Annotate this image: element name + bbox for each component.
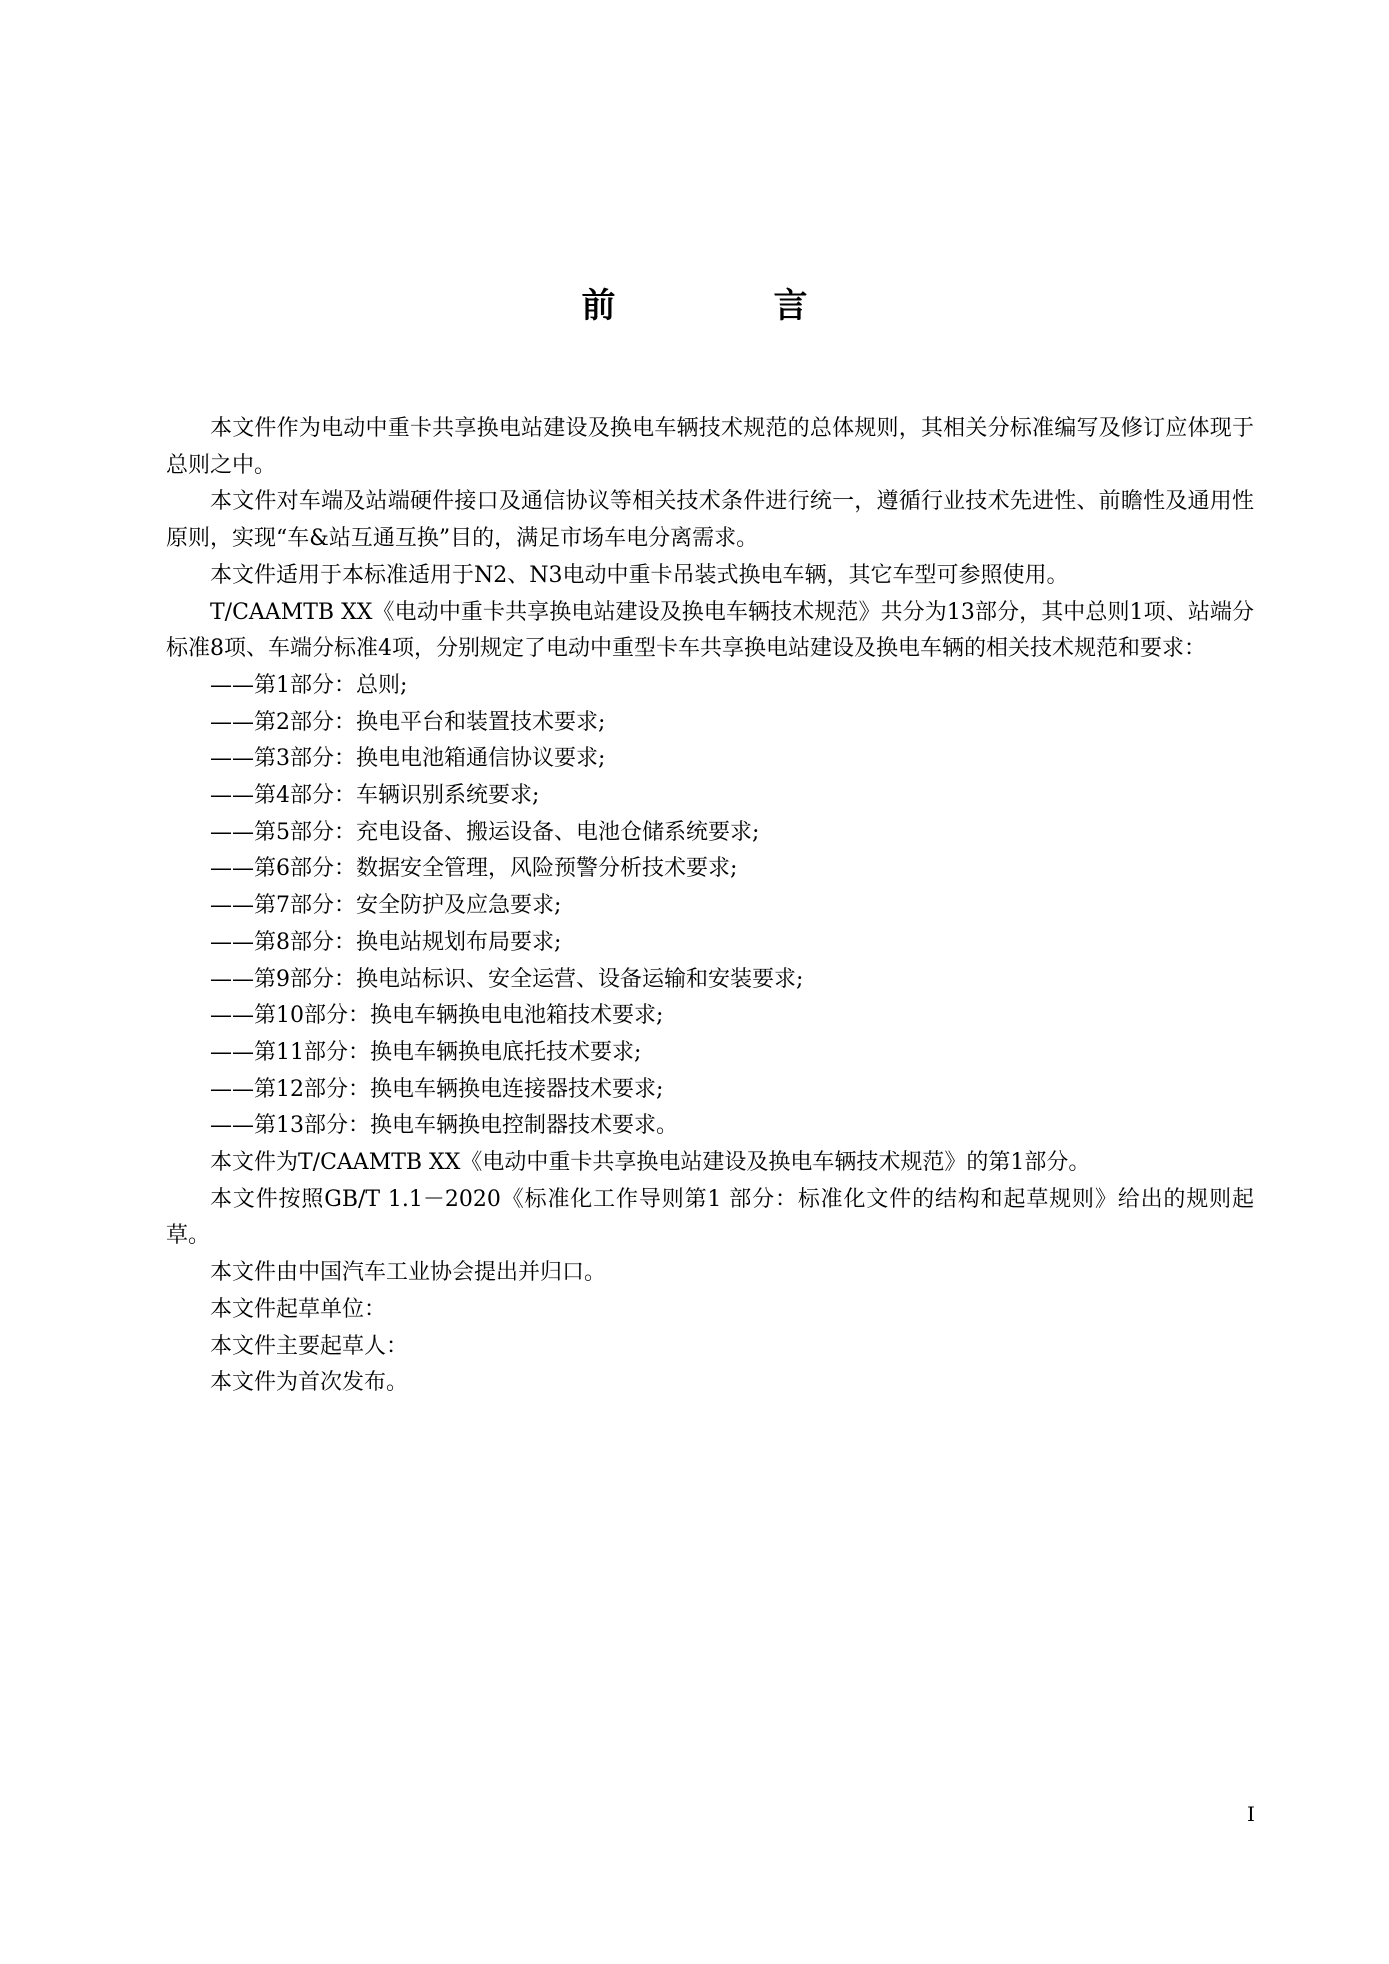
- list-item: ——第10部分：换电车辆换电电池箱技术要求;: [210, 1003, 664, 1029]
- list-item: ——第2部分：换电平台和装置技术要求;: [210, 709, 606, 735]
- page-title: 前 言: [581, 286, 870, 326]
- list-item: ——第12部分：换电车辆换电连接器技术要求;: [210, 1076, 664, 1102]
- paragraph: 本文件对车端及站端硬件接口及通信协议等相关技术条件进行统一，遵循行业技术先进性、前瞻性及通用性原则，实现“车&站互通互换”目的，满足市场车电分离需求。: [166, 489, 1254, 552]
- list-item: ——第4部分：车辆识别系统要求;: [210, 783, 540, 809]
- list-item: ——第7部分：安全防护及应急要求;: [210, 893, 562, 919]
- list-item: ——第3部分：换电电池箱通信协议要求;: [210, 746, 606, 772]
- list-item: ——第13部分：换电车辆换电控制器技术要求。: [210, 1113, 678, 1139]
- paragraph: 本文件主要起草人：: [210, 1333, 409, 1359]
- paragraph: 本文件为T/CAAMTB XX《电动中重卡共享换电站建设及换电车辆技术规范》的第1部分。: [210, 1150, 1091, 1176]
- paragraph: 本文件按照GB/T 1.1－2020《标准化工作导则第1 部分：标准化文件的结构和起草规则》给出的规则起草。: [166, 1186, 1254, 1249]
- list-item: ——第5部分：充电设备、搬运设备、电池仓储系统要求;: [210, 819, 760, 845]
- list-item: ——第1部分：总则;: [210, 672, 408, 698]
- list-item: ——第8部分：换电站规划布局要求;: [210, 929, 562, 955]
- page-number: I: [1247, 1802, 1255, 1826]
- paragraph: 本文件为首次发布。: [210, 1370, 409, 1396]
- paragraph: T/CAAMTB XX《电动中重卡共享换电站建设及换电车辆技术规范》共分为13部分，其中总则1项、站端分标准8项、车端分标准4项，分别规定了电动中重型卡车共享换电站建设及换电车辆的相关技术规范和要求：: [166, 599, 1254, 662]
- document-body: [166, 411, 1254, 1402]
- paragraph: 本文件适用于本标准适用于N2、N3电动中重卡吊装式换电车辆，其它车型可参照使用。: [210, 562, 1069, 588]
- paragraph: 本文件由中国汽车工业协会提出并归口。: [210, 1260, 607, 1286]
- paragraph: 本文件起草单位：: [210, 1296, 387, 1322]
- list-item: ——第6部分：数据安全管理，风险预警分析技术要求;: [210, 856, 738, 882]
- list-item: ——第11部分：换电车辆换电底托技术要求;: [210, 1039, 642, 1065]
- list-item: ——第9部分：换电站标识、安全运营、设备运输和安装要求;: [210, 966, 804, 992]
- paragraph: 本文件作为电动中重卡共享换电站建设及换电车辆技术规范的总体规则，其相关分标准编写及修订应体现于总则之中。: [166, 416, 1254, 478]
